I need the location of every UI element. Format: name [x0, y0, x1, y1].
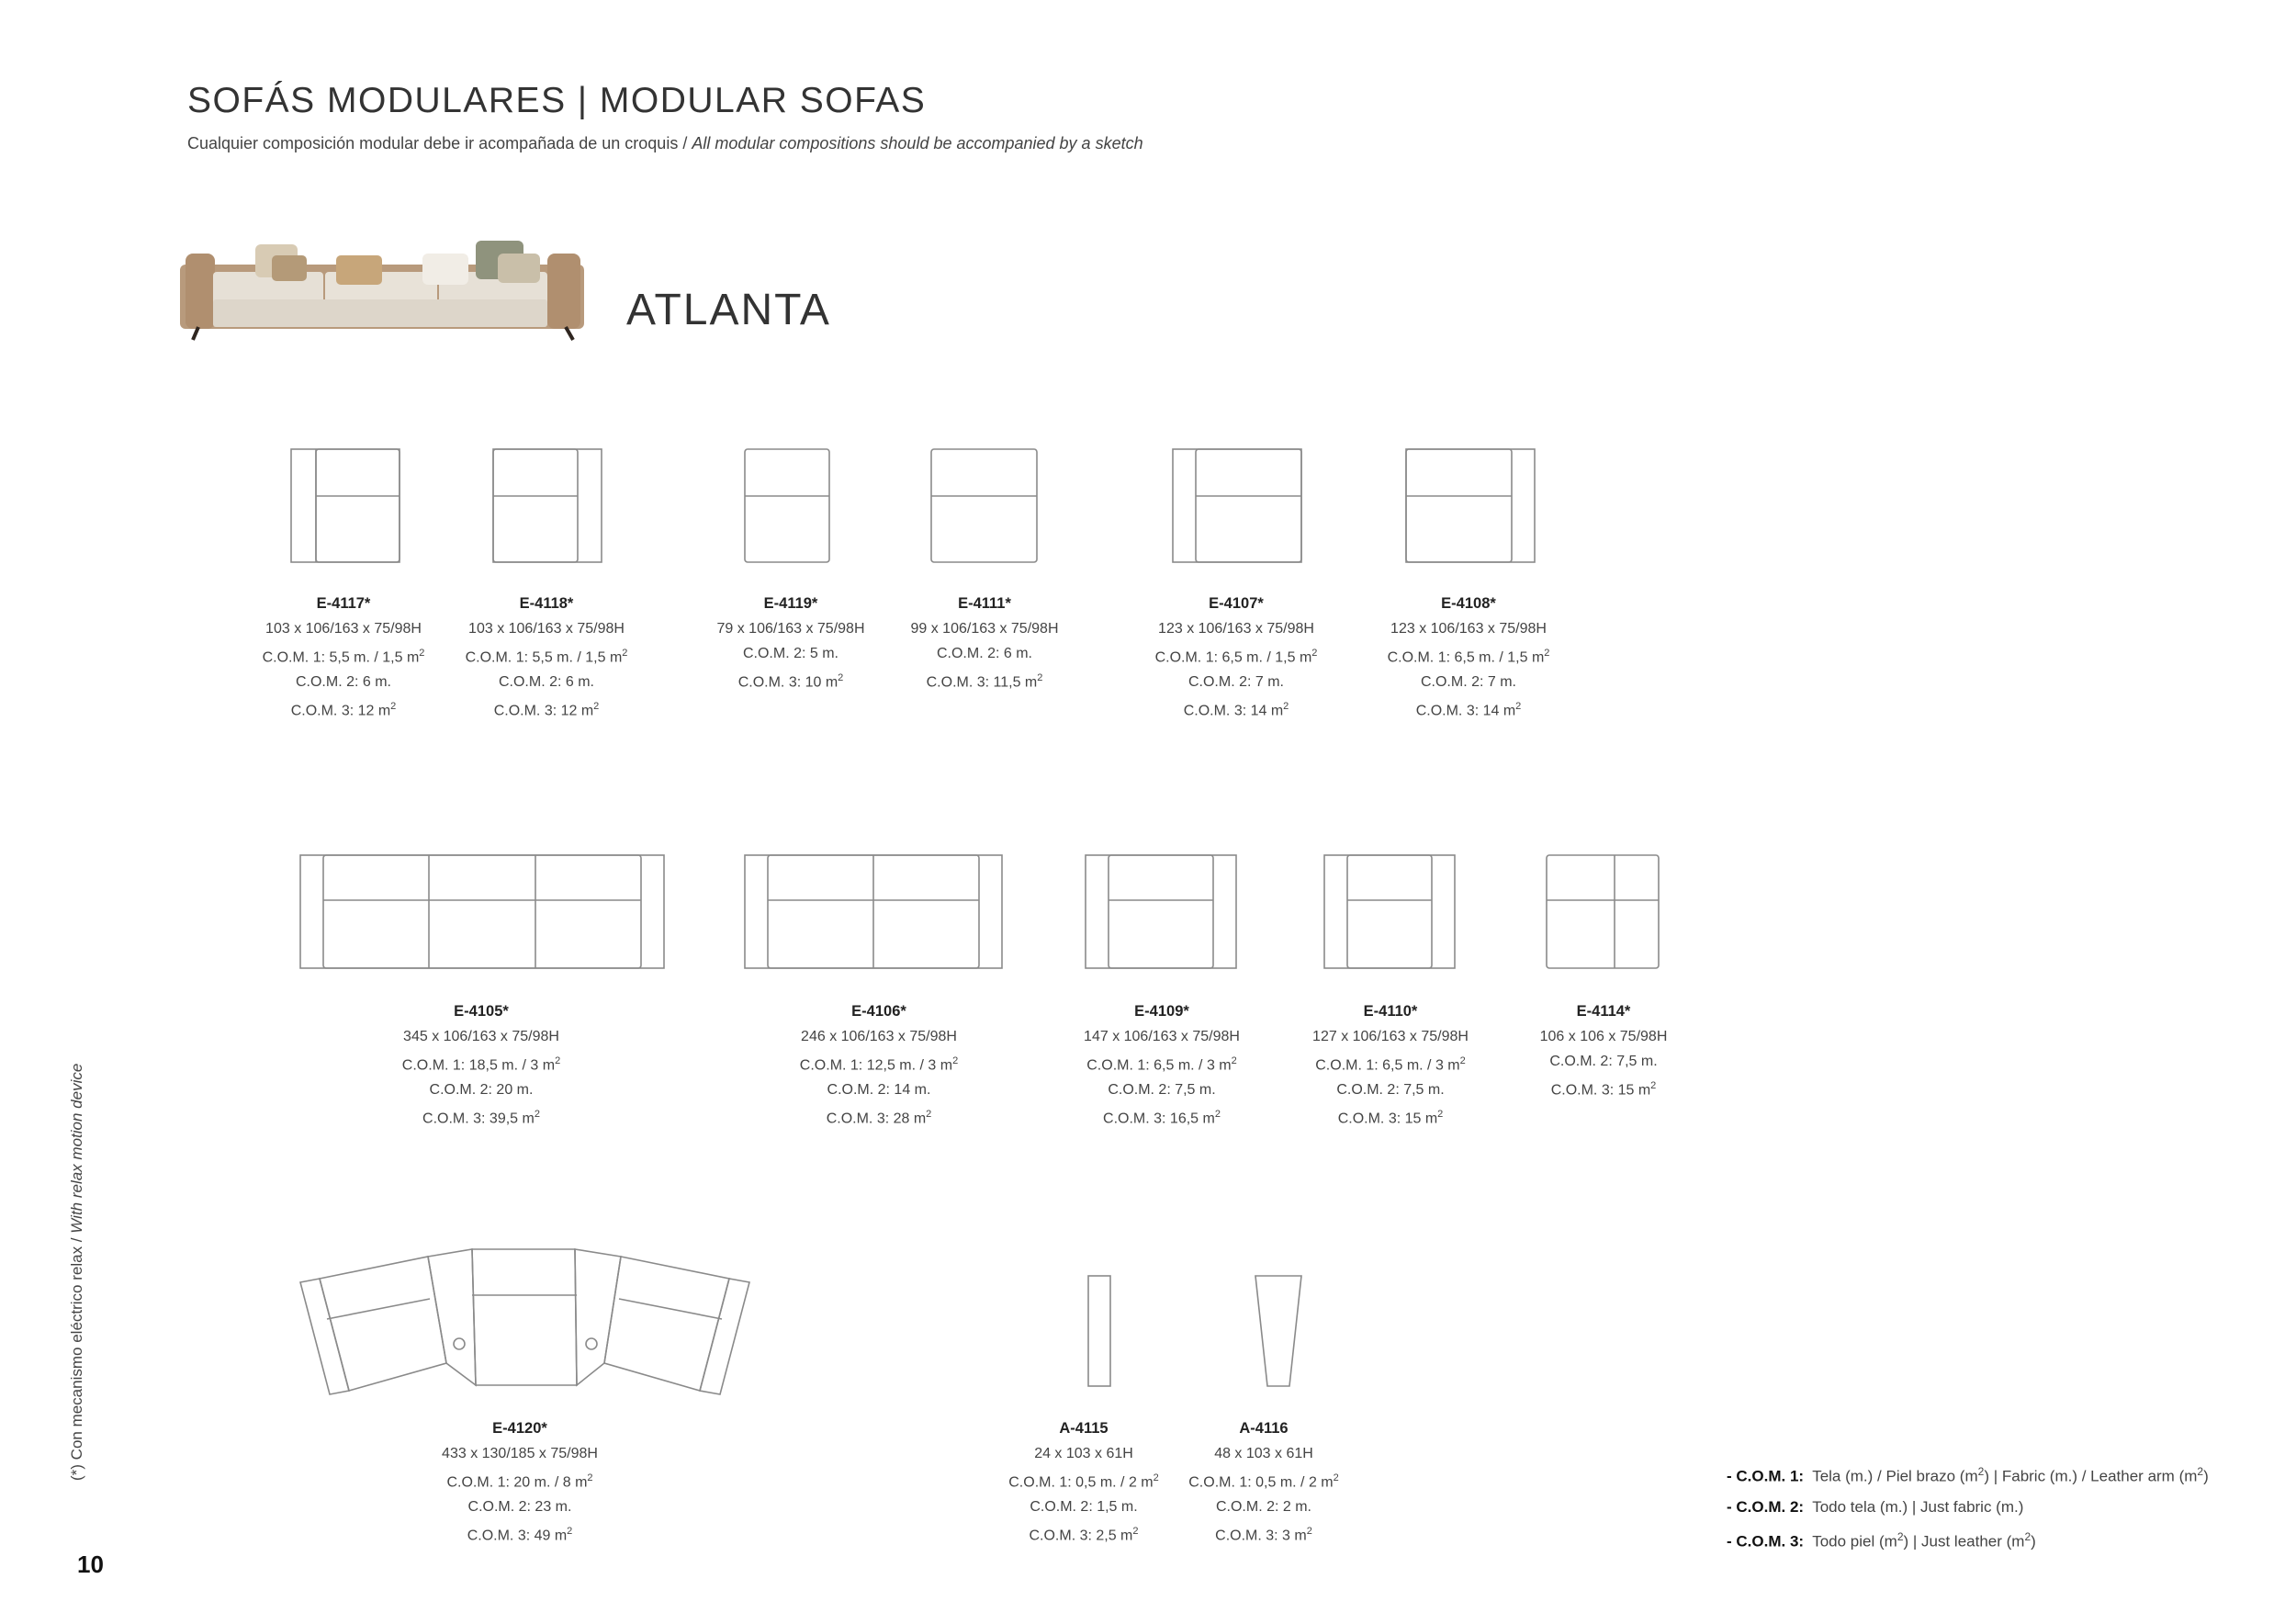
module-dims: 246 x 106/163 x 75/98H	[801, 1029, 957, 1044]
module-com3: C.O.M. 3: 14 $m^2$	[1183, 701, 1289, 719]
module-com2: C.O.M. 2: 2 m.	[1215, 1499, 1311, 1516]
module-drawing-e4105	[299, 854, 667, 970]
module-drawing-e4114	[1546, 854, 1661, 970]
module-com3: C.O.M. 3: 28 $m^2$	[826, 1109, 932, 1127]
module-com1: C.O.M. 1: 5,5 m. / 1,5 $m^2$	[262, 648, 425, 666]
module-drawing-a4116	[1255, 1275, 1304, 1389]
module-drawing-e4120	[299, 1247, 753, 1393]
module-dims: 48 x 103 x 61H	[1214, 1446, 1313, 1461]
module-com3: C.O.M. 3: 12 $m^2$	[493, 701, 600, 719]
module-code: E-4120*	[492, 1420, 547, 1437]
module-com2: C.O.M. 2: 6 m.	[498, 674, 594, 691]
module-com1: C.O.M. 1: 6,5 m. / 1,5 $m^2$	[1387, 648, 1550, 666]
module-com2: C.O.M. 2: 14 m.	[827, 1082, 931, 1099]
module-com3: C.O.M. 3: 3 $m^2$	[1215, 1526, 1312, 1544]
module-com3: C.O.M. 3: 15 $m^2$	[1337, 1109, 1444, 1127]
page-title: SOFÁS MODULARES | MODULAR SOFAS	[187, 81, 927, 120]
module-code: E-4105*	[454, 1003, 509, 1020]
module-com1: C.O.M. 1: 12,5 m. / 3 $m^2$	[799, 1055, 959, 1074]
sofa-photo	[180, 235, 584, 342]
module-label-e4110	[1271, 999, 1510, 1132]
module-drawing-a4115	[1087, 1275, 1113, 1389]
module-com1: C.O.M. 1: 18,5 m. / 3 $m^2$	[401, 1055, 561, 1074]
module-com2: C.O.M. 2: 1,5 m.	[1030, 1499, 1138, 1516]
module-com3: C.O.M. 3: 16,5 $m^2$	[1103, 1109, 1221, 1127]
module-code: E-4114*	[1576, 1003, 1631, 1020]
module-dims: 127 x 106/163 x 75/98H	[1312, 1029, 1469, 1044]
module-com3: C.O.M. 3: 11,5 $m^2$	[926, 672, 1043, 691]
com-legend	[1727, 1457, 2209, 1556]
page-number: 10	[77, 1551, 104, 1578]
module-drawing-e4119	[744, 448, 832, 564]
module-drawing-e4118	[492, 448, 602, 564]
module-drawing-e4108	[1405, 448, 1537, 564]
module-code: E-4118*	[519, 595, 574, 612]
module-drawing-e4106	[744, 854, 1005, 970]
module-dims: 103 x 106/163 x 75/98H	[468, 621, 625, 637]
module-label-e4106	[760, 999, 998, 1132]
module-com3: C.O.M. 3: 2,5 $m^2$	[1029, 1526, 1139, 1544]
module-com2: C.O.M. 2: 5 m.	[742, 646, 838, 661]
subtitle-en: All modular compositions should be accompanied by a sketch	[692, 134, 1143, 152]
module-com3: C.O.M. 3: 14 $m^2$	[1415, 701, 1522, 719]
module-code: E-4117*	[316, 595, 371, 612]
module-com2: C.O.M. 2: 7 m.	[1420, 674, 1516, 691]
module-label-e4108	[1349, 592, 1588, 724]
legend-com2: - C.O.M. 2: Todo tela (m.) | Just fabric (m.)	[1727, 1497, 2024, 1516]
legend-com3: - C.O.M. 3: Todo piel $(m^2)$ | Just leather $(m^2)$	[1727, 1529, 2036, 1551]
module-com1: C.O.M. 1: 6,5 m. / 1,5 $m^2$	[1154, 648, 1318, 666]
module-label-e4120	[400, 1416, 639, 1549]
module-com3: C.O.M. 3: 15 $m^2$	[1550, 1080, 1657, 1099]
module-dims: 24 x 103 x 61H	[1034, 1446, 1133, 1461]
module-dims: 345 x 106/163 x 75/98H	[403, 1029, 559, 1044]
module-com2: C.O.M. 2: 6 m.	[936, 646, 1032, 661]
module-com1: C.O.M. 1: 0,5 m. / 2 $m^2$	[1008, 1472, 1159, 1491]
module-label-a4116	[1144, 1416, 1383, 1549]
module-drawing-e4111	[930, 448, 1039, 564]
module-label-e4105	[362, 999, 601, 1132]
module-dims: 106 x 106 x 75/98H	[1539, 1029, 1668, 1044]
module-com3: C.O.M. 3: 12 $m^2$	[290, 701, 397, 719]
module-dims: 433 x 130/185 x 75/98H	[442, 1446, 598, 1461]
module-dims: 123 x 106/163 x 75/98H	[1390, 621, 1547, 637]
module-drawing-e4109	[1085, 854, 1239, 970]
module-com1: C.O.M. 1: 0,5 m. / 2 $m^2$	[1188, 1472, 1339, 1491]
module-label-e4118	[427, 592, 666, 724]
module-dims: 79 x 106/163 x 75/98H	[716, 621, 865, 637]
module-dims: 123 x 106/163 x 75/98H	[1158, 621, 1314, 637]
module-com3: C.O.M. 3: 39,5 $m^2$	[422, 1109, 540, 1127]
model-name: ATLANTA	[626, 286, 831, 334]
module-com2: C.O.M. 2: 20 m.	[429, 1082, 534, 1099]
module-label-e4109	[1042, 999, 1281, 1132]
module-com1: C.O.M. 1: 6,5 m. / 3 $m^2$	[1086, 1055, 1237, 1074]
module-dims: 147 x 106/163 x 75/98H	[1084, 1029, 1240, 1044]
page-subtitle	[187, 134, 1143, 153]
module-com2: C.O.M. 2: 7,5 m.	[1549, 1054, 1658, 1069]
module-code: A-4116	[1239, 1420, 1289, 1437]
module-com2: C.O.M. 2: 7,5 m.	[1108, 1082, 1216, 1099]
module-label-e4114	[1484, 999, 1723, 1102]
module-com2: C.O.M. 2: 7 m.	[1187, 674, 1284, 691]
side-note: (*) Con mecanismo eléctrico relax / With relax motion device	[68, 1063, 85, 1481]
module-label-e4107	[1117, 592, 1356, 724]
module-com2: C.O.M. 2: 6 m.	[295, 674, 391, 691]
module-com3: C.O.M. 3: 49 $m^2$	[467, 1526, 573, 1544]
legend-com1: - C.O.M. 1: Tela (m.) / Piel brazo $(m^2)$ | Fabric (m.) / Leather arm $(m^2)$	[1727, 1465, 2209, 1485]
mechanism-button-icon	[586, 1338, 597, 1349]
module-com1: C.O.M. 1: 20 m. / 8 $m^2$	[446, 1472, 593, 1491]
module-code: E-4107*	[1209, 595, 1264, 612]
module-code: E-4119*	[763, 595, 818, 612]
module-code: E-4111*	[958, 595, 1011, 612]
module-label-e4111	[865, 592, 1104, 694]
module-com2: C.O.M. 2: 23 m.	[467, 1499, 572, 1516]
mechanism-button-icon	[454, 1338, 465, 1349]
module-dims: 103 x 106/163 x 75/98H	[265, 621, 422, 637]
module-com1: C.O.M. 1: 5,5 m. / 1,5 $m^2$	[465, 648, 628, 666]
module-code: A-4115	[1059, 1420, 1109, 1437]
subtitle-es: Cualquier composición modular debe ir acompañada de un croquis /	[187, 134, 692, 152]
module-code: E-4109*	[1134, 1003, 1189, 1020]
module-dims: 99 x 106/163 x 75/98H	[910, 621, 1059, 637]
module-com3: C.O.M. 3: 10 $m^2$	[737, 672, 844, 691]
module-code: E-4108*	[1441, 595, 1496, 612]
module-code: E-4106*	[851, 1003, 906, 1020]
module-code: E-4110*	[1363, 1003, 1418, 1020]
module-drawing-e4117	[290, 448, 400, 564]
module-drawing-e4107	[1172, 448, 1304, 564]
module-com2: C.O.M. 2: 7,5 m.	[1336, 1082, 1445, 1099]
module-drawing-e4110	[1323, 854, 1458, 970]
module-com1: C.O.M. 1: 6,5 m. / 3 $m^2$	[1315, 1055, 1466, 1074]
